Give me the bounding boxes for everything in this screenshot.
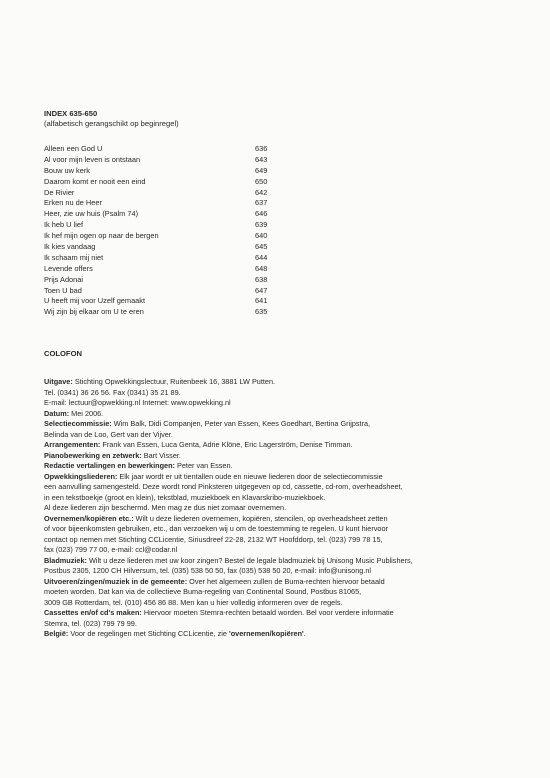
- colofon-label: Selectiecommissie:: [44, 419, 112, 428]
- index-entry-title: De Rivier: [44, 187, 75, 197]
- colofon-line: [44, 545, 514, 556]
- index-entry-title: Wij zijn bij elkaar om U te eren: [44, 307, 144, 317]
- index-entry: [44, 275, 344, 286]
- colofon-text: een aanvulling samengesteld. Deze wordt rond Pinksteren uitgegeven op cd, cassette, cd-rom, overheadsheet,: [44, 482, 403, 491]
- index-entry: [44, 155, 344, 166]
- index-entry-number: 646: [255, 209, 268, 219]
- colofon-line: [44, 451, 514, 462]
- colofon-label: Uitgave:: [44, 377, 73, 386]
- index-entry: [44, 188, 344, 199]
- colofon-line: [44, 493, 514, 504]
- colofon-text: in een tekstboekje (groot en klein), tekstblad, muziekboek en Klavarskribo-muziekboek.: [44, 492, 326, 502]
- colofon-line: [44, 461, 514, 472]
- index-entry-number: 643: [255, 154, 268, 164]
- colofon-text: Wilt u deze liederen overnemen, kopiëren, stencilen, op overheadsheet zetten: [133, 513, 388, 523]
- colofon-text: Wim Balk, Didi Companjen, Peter van Essen, Kees Goedhart, Bertina Grijpstra,: [111, 419, 371, 428]
- colofon-label: Uitvoeren/zingen/muziek in de gemeente:: [44, 576, 188, 586]
- index-entry-number: 639: [255, 220, 268, 230]
- colofon-line: [44, 388, 514, 399]
- colofon-text: Al deze liederen zijn beschermd. Men mag ze dus niet zomaar overnemen.: [44, 503, 287, 512]
- colofon-text-end: .: [303, 629, 306, 638]
- index-entry-title: Prijs Adonai: [44, 274, 84, 284]
- index-entry: [44, 231, 344, 242]
- colofon-text: Wilt u deze liederen met uw koor zingen? Bestel de legale bladmuziek bij Unisong Music Publishers,: [86, 555, 413, 565]
- index-entry-title: Ik schaam mij niet: [44, 252, 104, 262]
- colofon-line: [44, 629, 514, 640]
- index-entry-title: Alleen een God U: [44, 144, 103, 153]
- index-entry-title: Ik hef mijn ogen op naar de bergen: [44, 231, 159, 241]
- colofon-label: Datum:: [44, 408, 70, 418]
- index-entry-title: Erken nu de Heer: [44, 198, 102, 208]
- index-entry-title: Heer, zie uw huis (Psalm 74): [44, 209, 139, 219]
- colofon-line: [44, 419, 514, 430]
- colofon-text: Frank van Essen, Luca Genta, Adrie Klöne, Eric Lagerström, Denise Timman.: [100, 440, 353, 449]
- index-entry: [44, 253, 344, 264]
- index-entry-number: 640: [255, 231, 268, 241]
- colofon-text: fax (023) 799 77 00, e-mail: ccl@codar.nl: [44, 545, 178, 554]
- index-entry-number: 644: [255, 252, 268, 262]
- colofon-line: [44, 608, 514, 619]
- index-entry-number: 645: [255, 242, 268, 252]
- index-entry: [44, 220, 344, 231]
- colofon-line: [44, 409, 514, 420]
- colofon-text: Belinda van de Loo, Gert van der Vijver.: [44, 429, 173, 439]
- colofon-line: [44, 556, 514, 567]
- colofon-label: België:: [44, 629, 69, 638]
- colofon-line: [44, 587, 514, 598]
- index-entry: [44, 209, 344, 220]
- colofon-line: [44, 503, 514, 514]
- colofon-body: [44, 377, 514, 640]
- index-entry-number: 648: [255, 263, 268, 273]
- colofon-text: Peter van Essen.: [174, 461, 233, 470]
- colofon-reference: 'overnemen/kopiëren': [228, 629, 304, 638]
- colofon-text: Elk jaar wordt er uit tientallen oude en nieuwe liederen door de selectiecommissie: [117, 471, 383, 481]
- index-entry-number: 641: [255, 296, 268, 306]
- colofon-title: COLOFON: [44, 349, 82, 358]
- colofon-text: 3009 GB Rotterdam, tel. (010) 456 86 88. Men kan u hier volledig informeren over de regels.: [44, 597, 343, 607]
- colofon-line: [44, 472, 514, 483]
- colofon-text: Stichting Opwekkingslectuur, Ruitenbeek 16, 3881 LW Putten.: [72, 377, 276, 386]
- colofon-text: E-mail: lectuur@opwekking.nl Internet: www.opwekking.nl: [44, 398, 231, 407]
- index-entry: [44, 144, 344, 155]
- index-entry-title: Ik heb U lief: [44, 220, 84, 230]
- index-entry: [44, 296, 344, 307]
- colofon-line: [44, 619, 514, 630]
- index-subtitle: (alfabetisch gerangschikt op beginregel): [44, 119, 179, 128]
- colofon-line: [44, 535, 514, 546]
- colofon-text: Tel. (0341) 36 26 56. Fax (0341) 35 21 89.: [44, 387, 181, 397]
- colofon-line: [44, 482, 514, 493]
- colofon-text: Voor de regelingen met Stichting CCLicentie, zie: [68, 629, 229, 638]
- colofon-text: contact op nemen met Stichting CCLicentie, Siriusdreef 22-28, 2132 WT Hoofddorp, tel. (023) 799 78 15,: [44, 534, 383, 544]
- colofon-line: [44, 577, 514, 588]
- colofon-line: [44, 398, 514, 409]
- index-entry-title: Daarom komt er nooit een eind: [44, 176, 146, 186]
- colofon-text: Mei 2006.: [69, 408, 104, 418]
- index-entry-title: Ik kies vandaag: [44, 242, 96, 252]
- colofon-line: [44, 566, 514, 577]
- colofon-text: of voor bijeenkomsten gebruiken, etc., dan verzoeken wij u om de toestemming te regelen. U kunt hiervoor: [44, 524, 388, 533]
- index-entry-number: 636: [255, 144, 268, 153]
- index-list: [44, 144, 344, 318]
- index-entry: [44, 166, 344, 177]
- index-entry-title: Bouw uw kerk: [44, 165, 91, 175]
- colofon-section: [44, 349, 514, 640]
- index-entry: [44, 264, 344, 275]
- colofon-text: Postbus 2305, 1200 CH Hilversum, tel. (035) 538 50 50, fax (035) 538 50 20, e-mail: info@unisong.nl: [44, 566, 372, 575]
- index-entry: [44, 198, 344, 209]
- index-entry-number: 635: [255, 307, 268, 317]
- colofon-label: Bladmuziek:: [44, 555, 87, 565]
- index-entry-number: 637: [255, 198, 268, 208]
- index-entry-title: Toen U bad: [44, 285, 82, 295]
- colofon-line: [44, 514, 514, 525]
- colofon-label: Cassettes en/of cd's maken:: [44, 608, 142, 617]
- colofon-label: Redactie vertalingen en bewerkingen:: [44, 461, 175, 470]
- colofon-line: [44, 524, 514, 535]
- index-entry: [44, 307, 344, 318]
- index-entry: [44, 286, 344, 297]
- index-entry-number: 642: [255, 187, 268, 197]
- colofon-line: [44, 430, 514, 441]
- colofon-line: [44, 377, 514, 388]
- index-entry: [44, 177, 344, 188]
- colofon-line: [44, 440, 514, 451]
- index-entry-number: 649: [255, 165, 268, 175]
- colofon-label: Arrangementen:: [44, 440, 101, 449]
- index-title: INDEX 635-650: [44, 109, 98, 118]
- index-entry-number: 647: [255, 285, 268, 295]
- colofon-text: moeten worden. Dat kan via de collectieve Buma-regeling van Continental Sound, Postbus 81065,: [44, 587, 362, 596]
- index-section: [44, 109, 344, 318]
- index-entry: [44, 242, 344, 253]
- index-entry-title: U heeft mij voor Uzelf gemaakt: [44, 296, 146, 306]
- colofon-label: Pianobewerking en zetwerk:: [44, 450, 142, 460]
- index-entry-number: 638: [255, 274, 268, 284]
- colofon-text: Hiervoor moeten Stemra-rechten betaald worden. Bel voor verdere informatie: [141, 608, 394, 617]
- colofon-label: Overnemen/kopiëren etc.:: [44, 513, 134, 523]
- colofon-text: Bart Visser.: [141, 450, 181, 460]
- colofon-label: Opwekkingsliederen:: [44, 471, 118, 481]
- colofon-text: Stemra, tel. (023) 799 79 99.: [44, 618, 137, 628]
- index-entry-title: Al voor mijn leven is ontstaan: [44, 154, 141, 164]
- colofon-text: Over het algemeen zullen de Buma-rechten hiervoor betaald: [187, 576, 385, 586]
- colofon-line: [44, 598, 514, 609]
- index-entry-title: Levende offers: [44, 263, 93, 273]
- index-entry-number: 650: [255, 176, 268, 186]
